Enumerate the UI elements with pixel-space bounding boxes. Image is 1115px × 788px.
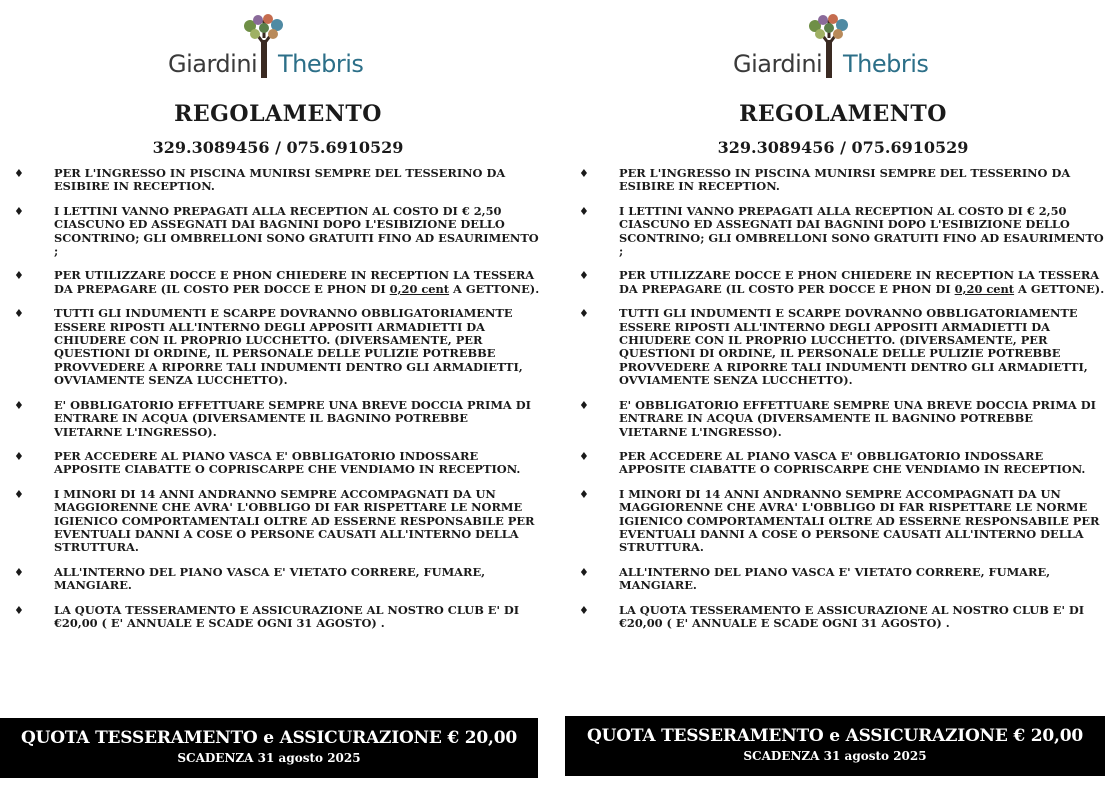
rule-item — [14, 488, 540, 555]
rule-item — [579, 399, 1105, 439]
rules-page-left — [0, 0, 540, 788]
rules-list — [579, 167, 1105, 641]
membership-fee-banner — [0, 718, 538, 778]
rule-item — [579, 566, 1105, 593]
rule-item — [14, 205, 540, 259]
rule-text: LA QUOTA TESSERAMENTO E ASSICURAZIONE AL NOSTRO CLUB E' DI €20,00 ( E' ANNUALE E SCADE OGNI 31 AGOSTO) . — [619, 602, 1085, 630]
rule-text: PER L'INGRESSO IN PISCINA MUNIRSI SEMPRE DEL TESSERINO DA ESIBIRE IN RECEPTION. — [54, 166, 506, 194]
diamond-bullet-icon: ♦ — [14, 487, 24, 501]
rule-price-underlined: 0,20 cent — [389, 281, 450, 296]
diamond-bullet-icon: ♦ — [579, 449, 589, 463]
rules-page-right — [565, 0, 1105, 788]
diamond-bullet-icon: ♦ — [14, 565, 24, 579]
diamond-bullet-icon: ♦ — [14, 269, 24, 283]
diamond-bullet-icon: ♦ — [579, 167, 589, 180]
diamond-bullet-icon: ♦ — [579, 307, 589, 321]
diamond-bullet-icon: ♦ — [579, 487, 589, 501]
rule-text: PER ACCEDERE AL PIANO VASCA E' OBBLIGATORIO INDOSSARE APPOSITE CIABATTE O COPRISCARPE CHE VENDIAMO IN RECEPTION. — [619, 448, 1086, 477]
diamond-bullet-icon: ♦ — [14, 204, 24, 218]
rule-text: PER UTILIZZARE DOCCE E PHON CHIEDERE IN RECEPTION LA TESSERA DA PREPAGARE (IL COSTO PER DOCCE E PHON DI — [619, 268, 1100, 296]
diamond-bullet-icon: ♦ — [14, 603, 24, 617]
page-title: REGOLAMENTO — [739, 101, 947, 127]
rule-text: I MINORI DI 14 ANNI ANDRANNO SEMPRE ACCOMPAGNATI DA UN MAGGIORENNE CHE AVRA' L'OBBLIGO DI FAR RISPETTARE LE NORME IGIENICO COMPORTAMENTALI OLTRE AD ESSERNE RESPONSABILE PER EVENTUALI DANNI A COSE O PERSONE CAUSATI ALL'INTERNO DELLA STRUTTURA. — [54, 486, 535, 555]
rules-list — [14, 167, 540, 641]
rule-text: ALL'INTERNO DEL PIANO VASCA E' VIETATO CORRERE, FUMARE, MANGIARE. — [54, 564, 486, 593]
rule-item — [579, 488, 1105, 555]
rule-item — [14, 269, 540, 296]
rule-text: TUTTI GLI INDUMENTI E SCARPE DOVRANNO OBBLIGATORIAMENTE ESSERE RIPOSTI ALL'INTERNO DEGLI APPOSITI ARMADIETTI DA CHIUDERE CON IL PROPRIO LUCCHETTO. (DIVERSAMENTE, PER QUESTIONI DI ORDINE, IL PERSONALE DELLE PULIZIE POTREBBE PROVVEDERE A RIPORRE TALI INDUMENTI DENTRO GLI ARMADIETTI, OVVIAMENTE SENZA LUCCHETTO). — [54, 306, 523, 388]
diamond-bullet-icon: ♦ — [14, 307, 24, 321]
membership-fee-banner — [565, 716, 1105, 776]
rule-item — [14, 307, 540, 387]
rule-item — [14, 399, 540, 439]
rule-item — [14, 566, 540, 593]
rule-item — [579, 167, 1105, 194]
banner-title: QUOTA TESSERAMENTO e ASSICURAZIONE € 20,00 — [21, 728, 517, 748]
giardini-thebris-logo — [168, 14, 368, 80]
rule-text-end: A GETTONE). — [449, 281, 540, 296]
phone-numbers: 329.3089456 / 075.6910529 — [717, 138, 969, 157]
logo-word-thebris: Thebris — [843, 50, 929, 78]
diamond-bullet-icon: ♦ — [14, 398, 24, 412]
page-title: REGOLAMENTO — [174, 101, 382, 127]
diamond-bullet-icon: ♦ — [579, 603, 589, 617]
rule-item — [14, 167, 540, 194]
diamond-bullet-icon: ♦ — [579, 204, 589, 218]
logo-word-thebris: Thebris — [278, 50, 364, 78]
phone-numbers: 329.3089456 / 075.6910529 — [152, 138, 404, 157]
rule-item — [579, 307, 1105, 387]
rule-item — [579, 269, 1105, 296]
rule-text-end: A GETTONE). — [1014, 281, 1105, 296]
rule-text: I MINORI DI 14 ANNI ANDRANNO SEMPRE ACCOMPAGNATI DA UN MAGGIORENNE CHE AVRA' L'OBBLIGO DI FAR RISPETTARE LE NORME IGIENICO COMPORTAMENTALI OLTRE AD ESSERNE RESPONSABILE PER EVENTUALI DANNI A COSE O PERSONE CAUSATI ALL'INTERNO DELLA STRUTTURA. — [619, 486, 1100, 555]
rule-text: PER ACCEDERE AL PIANO VASCA E' OBBLIGATORIO INDOSSARE APPOSITE CIABATTE O COPRISCARPE CHE VENDIAMO IN RECEPTION. — [54, 448, 521, 477]
giardini-thebris-logo — [733, 14, 933, 80]
rule-text: I LETTINI VANNO PREPAGATI ALLA RECEPTION AL COSTO DI € 2,50 CIASCUNO ED ASSEGNATI DAI BAGNINI DOPO L'ESIBIZIONE DELLO SCONTRINO; GLI OMBRELLONI SONO GRATUITI FINO AD ESAURIMENTO ; — [54, 203, 539, 259]
rule-item — [14, 450, 540, 477]
logo-word-giardini: Giardini — [168, 50, 258, 78]
banner-title: QUOTA TESSERAMENTO e ASSICURAZIONE € 20,00 — [587, 726, 1083, 746]
rule-text: I LETTINI VANNO PREPAGATI ALLA RECEPTION AL COSTO DI € 2,50 CIASCUNO ED ASSEGNATI DAI BAGNINI DOPO L'ESIBIZIONE DELLO SCONTRINO; GLI OMBRELLONI SONO GRATUITI FINO AD ESAURIMENTO ; — [619, 203, 1104, 259]
diamond-bullet-icon: ♦ — [579, 565, 589, 579]
rule-text: LA QUOTA TESSERAMENTO E ASSICURAZIONE AL NOSTRO CLUB E' DI €20,00 ( E' ANNUALE E SCADE OGNI 31 AGOSTO) . — [54, 602, 520, 630]
rule-text: E' OBBLIGATORIO EFFETTUARE SEMPRE UNA BREVE DOCCIA PRIMA DI ENTRARE IN ACQUA (DIVERSAMENTE IL BAGNINO POTREBBE VIETARNE L'INGRESSO). — [54, 397, 531, 439]
rule-item — [14, 604, 540, 631]
diamond-bullet-icon: ♦ — [14, 167, 24, 180]
banner-expiry: SCADENZA 31 agosto 2025 — [177, 751, 361, 765]
rule-text: E' OBBLIGATORIO EFFETTUARE SEMPRE UNA BREVE DOCCIA PRIMA DI ENTRARE IN ACQUA (DIVERSAMENTE IL BAGNINO POTREBBE VIETARNE L'INGRESSO). — [619, 397, 1096, 439]
rule-item — [579, 450, 1105, 477]
logo-word-giardini: Giardini — [733, 50, 823, 78]
rule-text: TUTTI GLI INDUMENTI E SCARPE DOVRANNO OBBLIGATORIAMENTE ESSERE RIPOSTI ALL'INTERNO DEGLI APPOSITI ARMADIETTI DA CHIUDERE CON IL PROPRIO LUCCHETTO. (DIVERSAMENTE, PER QUESTIONI DI ORDINE, IL PERSONALE DELLE PULIZIE POTREBBE PROVVEDERE A RIPORRE TALI INDUMENTI DENTRO GLI ARMADIETTI, OVVIAMENTE SENZA LUCCHETTO). — [619, 306, 1088, 388]
diamond-bullet-icon: ♦ — [14, 449, 24, 463]
rule-price-underlined: 0,20 cent — [954, 281, 1015, 296]
banner-expiry: SCADENZA 31 agosto 2025 — [743, 749, 927, 763]
rule-text: PER L'INGRESSO IN PISCINA MUNIRSI SEMPRE DEL TESSERINO DA ESIBIRE IN RECEPTION. — [619, 166, 1071, 194]
rule-text: ALL'INTERNO DEL PIANO VASCA E' VIETATO CORRERE, FUMARE, MANGIARE. — [619, 564, 1051, 593]
diamond-bullet-icon: ♦ — [579, 269, 589, 283]
rule-text: PER UTILIZZARE DOCCE E PHON CHIEDERE IN RECEPTION LA TESSERA DA PREPAGARE (IL COSTO PER DOCCE E PHON DI — [54, 268, 535, 296]
rule-item — [579, 205, 1105, 259]
diamond-bullet-icon: ♦ — [579, 398, 589, 412]
rule-item — [579, 604, 1105, 631]
